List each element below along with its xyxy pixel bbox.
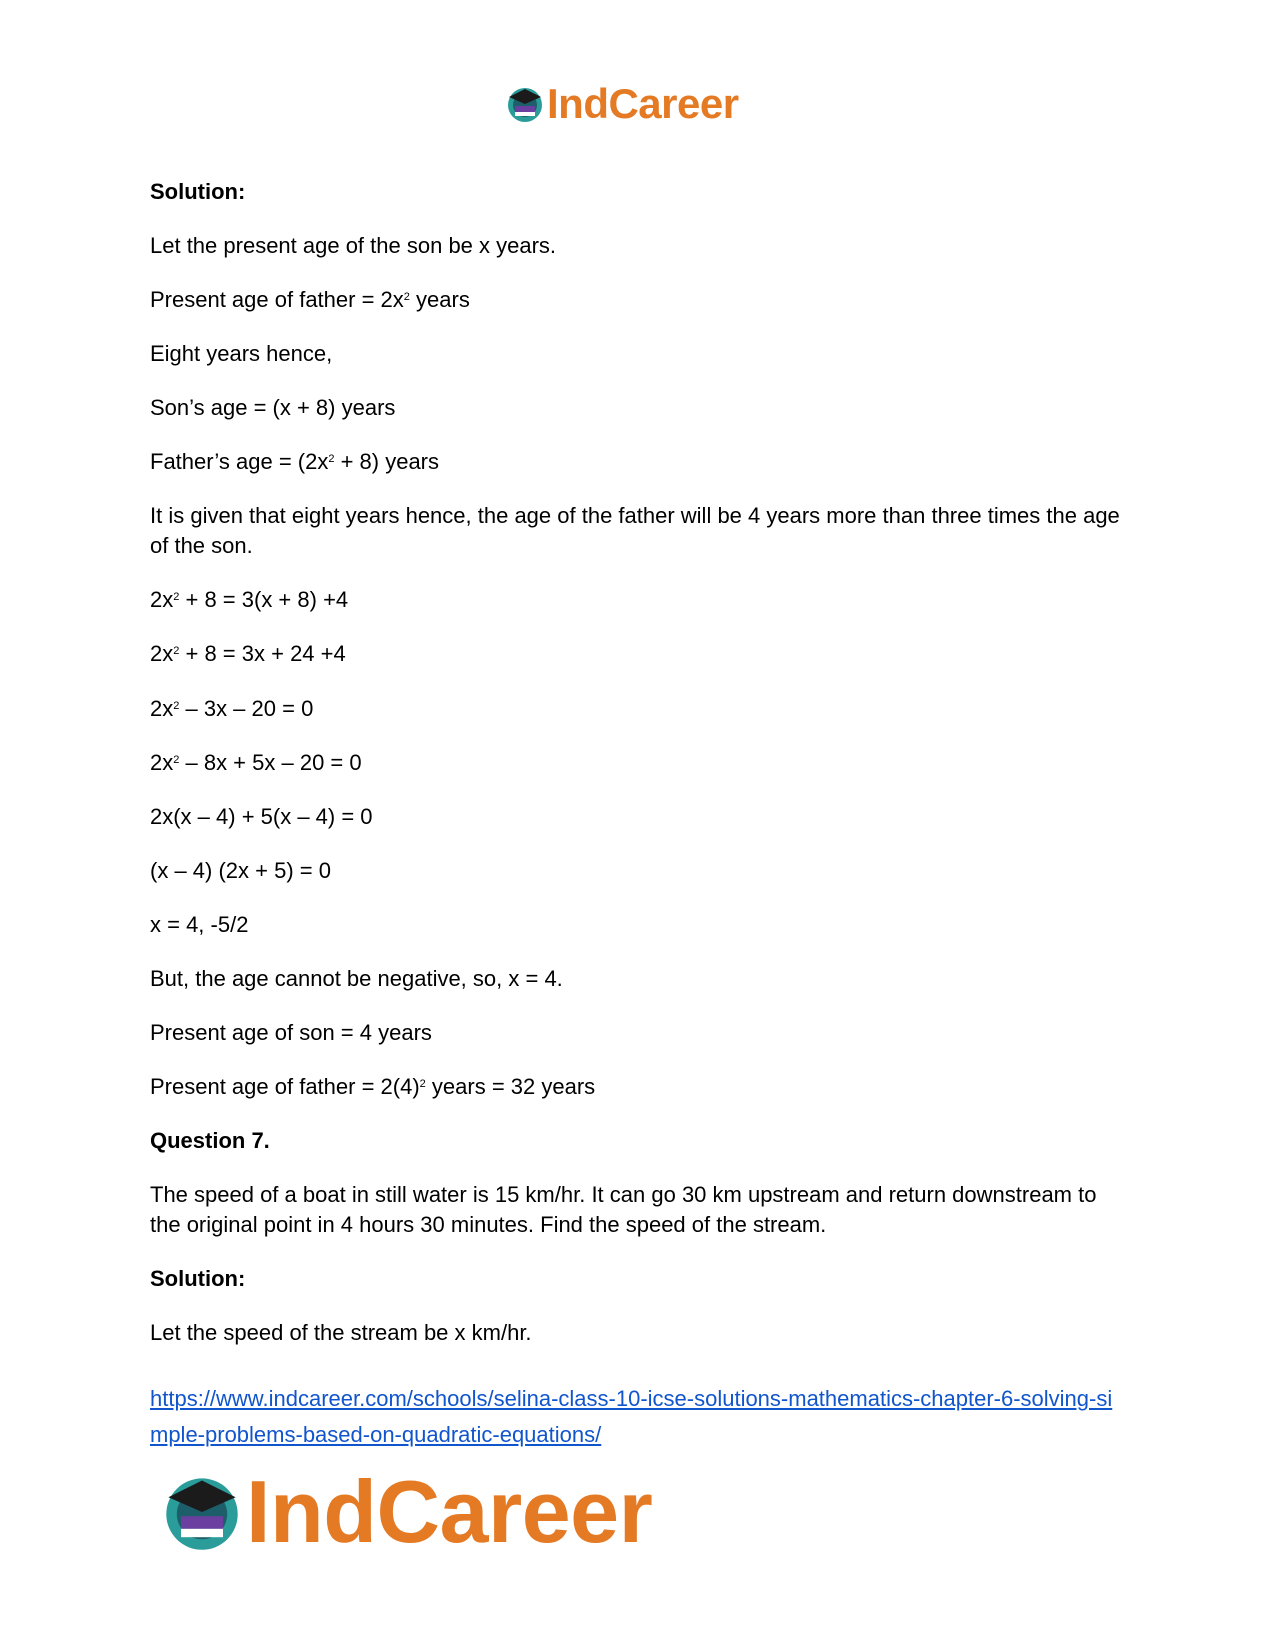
text-line: Present age of son = 4 years [150,1020,432,1045]
header-logo-text: IndCareer [547,80,739,127]
question-heading: Question 7. [150,1128,270,1153]
text-line: But, the age cannot be negative, so, x = 4. [150,966,563,991]
text-paragraph: It is given that eight years hence, the age of the father will be 4 years more than three times the age of the son. [150,503,1120,558]
header-logo [505,80,739,128]
text-line: Let the present age of the son be x years. [150,233,557,258]
equation-line: $2x^2 + 8 = 3x + 24 +4$ [150,641,346,666]
text-line: Present age of father = $2(4)^2$ years = 32 years [150,1074,596,1099]
equation-line: x = 4, -5/2 [150,912,249,937]
solution-heading: Solution: [150,1266,246,1291]
graduation-globe-icon [160,1470,244,1554]
equation-line: (x – 4) (2x + 5) = 0 [150,858,331,883]
solution-heading: Solution: [150,179,246,204]
equation-line: $2x^2 - 3x - 20 = 0$ [150,696,314,721]
text-line: Son’s age = (x + 8) years [150,395,396,420]
graduation-globe-icon [505,84,545,124]
text-line: Let the speed of the stream be x km/hr. [150,1320,532,1345]
text-line: Father’s age = $(2x^2 + 8)$ years [150,449,440,474]
question-text: The speed of a boat in still water is 15 km/hr. It can go 30 km upstream and return downstream to the original point in 4 hours 30 minutes. Find the speed of the stream. [150,1182,1097,1237]
source-link[interactable]: https://www.indcareer.com/schools/selina-class-10-icse-solutions-mathematics-chapter-6-solving-simple-problems-based-on-quadratic-equations/ [150,1386,1113,1447]
equation-line: 2x(x – 4) + 5(x – 4) = 0 [150,804,373,829]
equation-line: $2x^2 + 8 = 3(x + 8) +4$ [150,587,349,612]
footer-logo [160,1462,653,1561]
equation-line: $2x^2 - 8x + 5x - 20 = 0$ [150,750,362,775]
text-line: Eight years hence, [150,341,333,366]
footer-logo-text: IndCareer [246,1462,653,1561]
text-line: Present age of father = $2x^2$ years [150,287,470,312]
